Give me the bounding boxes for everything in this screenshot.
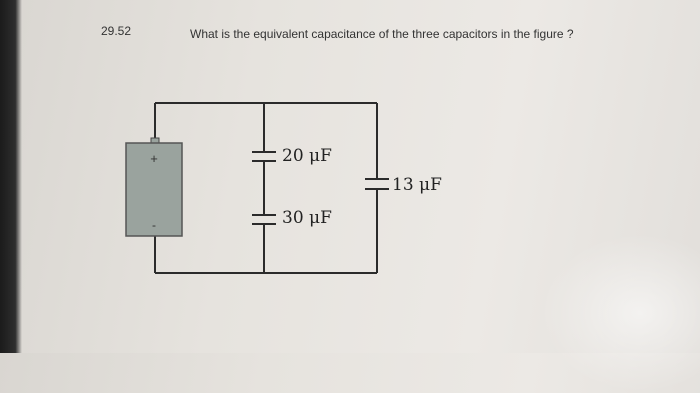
capacitor-label-30: 30 μF — [282, 208, 332, 228]
battery-positive-sign: + — [150, 151, 158, 166]
capacitor-label-13: 13 μF — [392, 175, 442, 195]
question-text: What is the equivalent capacitance of the three capacitors in the figure ? — [190, 27, 574, 41]
capacitor-label-20: 20 μF — [282, 146, 332, 166]
battery-negative-sign: - — [152, 218, 156, 232]
question-number: 29.52 — [101, 24, 132, 38]
